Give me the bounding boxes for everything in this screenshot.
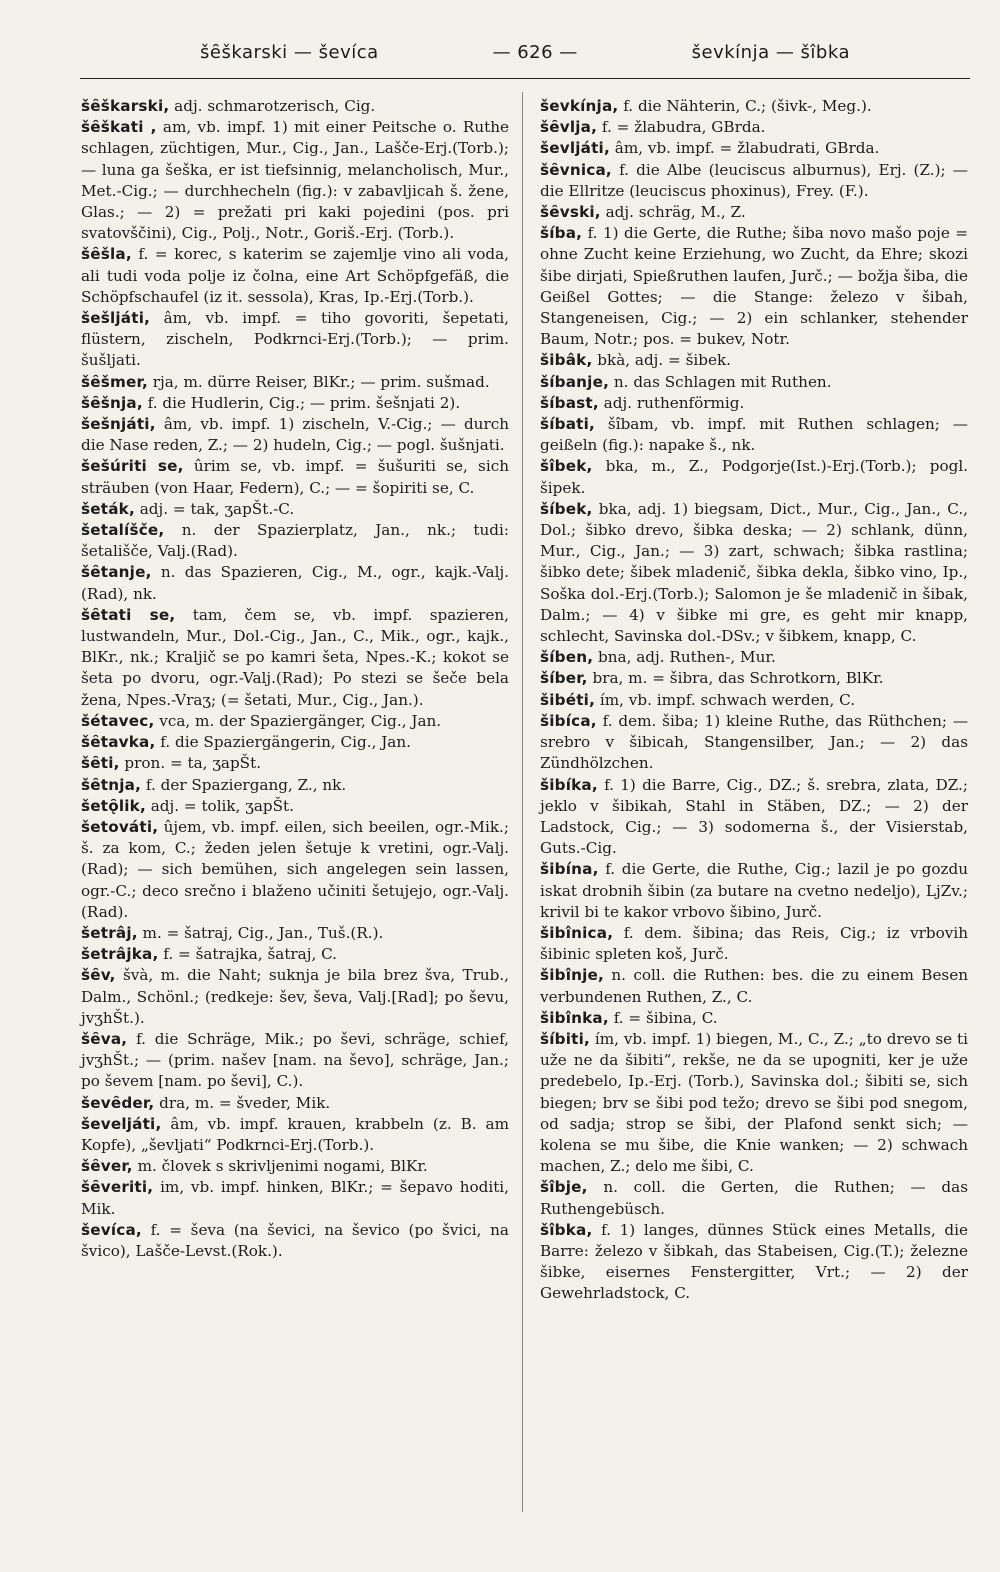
dictionary-entry [81, 775, 509, 796]
entry-definition: f. = žlabudra, GBrda. [601, 118, 766, 137]
dictionary-entry [81, 923, 509, 944]
dictionary-entry [81, 1156, 509, 1177]
entry-definition: f. dem. šibina; das Reis, Cig.; iz vrbovih šibinic spleten koš, Jurč. [540, 923, 969, 964]
entry-headword: šíbati, [540, 415, 596, 434]
entry-headword: šȇv, [81, 966, 116, 985]
dictionary-entry [540, 775, 968, 860]
entry-headword: šȇtanje, [81, 563, 152, 582]
entry-definition: bka, m., Z., Podgorje(Ist.)-Erj.(Torb.); pogl. šipek. [540, 457, 969, 497]
dictionary-entry [81, 817, 509, 923]
entry-headword: šȇšla, [81, 245, 132, 264]
entry-headword: šȇti, [81, 754, 120, 773]
entry-definition: f. die Spaziergängerin, Cig., Jan. [160, 733, 411, 752]
entry-definition: âm, vb. impf. = tiho govoriti, šepetati, flüstern, zischeln, Podkrnci-Erj.(Torb.); — prim. šušljati. [81, 309, 510, 370]
entry-definition: n. coll. die Gerten, die Ruthen; — das Ruthengebüsch. [540, 1178, 969, 1218]
entry-headword: šȇškati , [81, 118, 157, 137]
entry-definition: šîbam, vb. impf. mit Ruthen schlagen; — geißeln (fig.): napake š., nk. [540, 415, 968, 455]
entry-definition: adj. ruthenförmig. [603, 393, 745, 412]
entry-headword: ševeljáti, [81, 1114, 162, 1133]
entry-headword: šíber, [540, 669, 588, 688]
entry-headword: šibînica, [540, 923, 614, 942]
entry-headword: šȇvski, [540, 203, 601, 222]
dictionary-entry [81, 1220, 509, 1262]
dictionary-entry [81, 944, 509, 965]
dictionary-entry [81, 117, 509, 244]
entry-headword: šibéti, [540, 690, 596, 709]
dictionary-entry [81, 393, 509, 414]
entry-definition: f. die Gerte, die Ruthe, Cig.; lazil je po gozdu iskat drobnih šibin (za butare na cvetno nedeljo), LjZv.; krivil bi te kakor vrbovo šibino, Jurč. [540, 860, 968, 921]
dictionary-entry [81, 414, 509, 456]
entry-headword: šîbek, [540, 457, 593, 476]
entry-definition: tam, čem se, vb. impf. spazieren, lustwandeln, Mur., Dol.-Cig., Jan., C., Mik., ogr., kajk., BlKr., nk.; Kraljič se po kamri šeta, Npes.-K.; kokot se šeta po dvoru, ogr.-Valj.(Rad); Po stezi se šeče bela žena, Npes.-Vraʒ; (= šetati, Mur., Cig., Jan.). [81, 605, 510, 709]
entry-definition: ím, vb. impf. 1) biegen, M., C., Z.; „to drevo se ti uže ne da šibiti“, rekše, ne da se upogniti, ker je uže predebelo, Ip.-Erj. (Torb.), Savinska dol.; šibiti se, sich biegen; brv se šibi pod težo; drevo se šibi pod snegom, od sadja; strop se šibi, der Plafond senkt sich; — kolena se mu šibe, die Knie wanken; — 2) schwach machen, Z.; delo me šibi, C. [540, 1029, 969, 1176]
entry-definition: vca, m. der Spaziergänger, Cig., Jan. [159, 711, 442, 730]
dictionary-entry [81, 711, 509, 732]
entry-headword: šetováti, [81, 817, 159, 836]
entry-headword: šȇšmer, [81, 372, 148, 391]
header-right: ševkínja — šîbka [691, 42, 850, 63]
entry-headword: šibína, [540, 860, 599, 879]
entry-headword: šeták, [81, 499, 135, 518]
dictionary-entry [540, 690, 968, 711]
entry-headword: šetǫ̑lik, [81, 796, 146, 815]
dictionary-entry [540, 1008, 968, 1029]
entry-definition: f. = ševa (na ševici, na ševico (po švici, na švico), Lašče-Levst.(Rok.). [81, 1220, 509, 1260]
dictionary-entry [81, 372, 509, 393]
entry-definition: adj. = tolik, ʒapŠt. [150, 796, 294, 815]
entry-definition: adj. schräg, M., Z. [605, 203, 746, 222]
dictionary-entry [81, 796, 509, 817]
entry-headword: šȇtavka, [81, 733, 156, 752]
entry-headword: šȇtati se, [81, 605, 176, 624]
dictionary-entry [540, 202, 968, 223]
entry-definition: n. das Spazieren, Cig., M., ogr., kajk.-Valj.(Rad), nk. [81, 563, 510, 603]
column-divider [522, 92, 523, 1512]
entry-headword: šibíka, [540, 775, 598, 794]
dictionary-entry [540, 223, 968, 350]
entry-headword: šibâk, [540, 351, 593, 370]
dictionary-entry [81, 1177, 509, 1219]
entry-headword: šešúriti se, [81, 457, 184, 476]
entry-definition: m. = šatraj, Cig., Jan., Tuš.(R.). [142, 923, 384, 942]
entry-definition: m. človek s skrivljenimi nogami, BlKr. [137, 1157, 428, 1176]
entry-definition: n. das Schlagen mit Ruthen. [613, 372, 832, 391]
entry-headword: šȇšnja, [81, 393, 143, 412]
dictionary-entry [81, 965, 509, 1029]
dictionary-entry [81, 520, 509, 562]
dictionary-entry [81, 1114, 509, 1156]
entry-definition: adj. = tak, ʒapŠt.-C. [139, 499, 295, 518]
dictionary-entry [540, 350, 968, 371]
entry-definition: švà, m. die Naht; suknja je bila brez šva, Trub., Dalm., Schönl.; (redkeje: šev, ševa, Valj.[Rad]; po ševu, jvʒhŠt.). [81, 966, 509, 1027]
entry-definition: âm, vb. impf. 1) zischeln, V.-Cig.; — durch die Nase reden, Z.; — 2) hudeln, Cig.; — pogl. šušnjati. [81, 415, 509, 455]
dictionary-entry [540, 499, 968, 647]
entry-definition: f. die Schräge, Mik.; po ševi, schräge, schief, jvʒhŠt.; — (prim. našev [nam. na ševo], schräge, Jan.; po ševem [nam. po ševi], C.). [81, 1029, 509, 1091]
dictionary-entry [540, 1177, 968, 1219]
header-left: šȇškarski — ševíca [200, 42, 379, 63]
entry-headword: šibînka, [540, 1008, 609, 1027]
entry-headword: šȇtnja, [81, 775, 142, 794]
dictionary-entry [81, 753, 509, 774]
dictionary-entry [540, 711, 968, 775]
entry-headword: šíba, [540, 224, 583, 243]
entry-definition: adj. schmarotzerisch, Cig. [174, 97, 376, 115]
dictionary-entry [540, 96, 968, 117]
entry-definition: f. 1) die Gerte, die Ruthe; šiba novo mašo poje = ohne Zucht keine Erziehung, wo Zucht, da Ehre; skozi šibe dirjati, Spießruthen laufen, Jurč.; — božja šiba, die Geißel Gottes; — die Stange: železo v šibah, Stangeneisen, Cig.; — 2) ein schlanker, stehender Baum, Notr.; pos. = bukev, Notr. [540, 224, 968, 349]
entry-definition: im, vb. impf. hinken, BlKr.; = šepavo hoditi, Mik. [81, 1178, 509, 1218]
entry-definition: f. der Spaziergang, Z., nk. [145, 775, 347, 794]
entry-definition: f. 1) die Barre, Cig., DZ.; š. srebra, zlata, DZ.; jeklo v šibikah, Stahl in Stäben, DZ.; — 2) der Ladstock, Cig.; — 3) sodomerna š., der Visierstab, Guts.-Cig. [540, 775, 968, 858]
entry-definition: f. die Nähterin, C.; (šivk-, Meg.). [623, 97, 872, 115]
dictionary-entry [81, 605, 509, 711]
dictionary-entry [81, 308, 509, 372]
entry-headword: ševljáti, [540, 139, 610, 158]
entry-definition: bka, adj. 1) biegsam, Dict., Mur., Cig., Jan., C., Dol.; šibko drevo, šibka deska; — 2) schlank, dünn, Mur., Cig., Jan.; — 3) zart, schwach; šibka rastlina; šibko dete; šibek mladenič, šibka dekla, šibko vino, Ip., Soška dol.-Erj.(Torb.); Salomon je še mladenič in šibak, Dalm.; — 4) v šibke mi gre, es geht mir knapp, schlecht, Savinska dol.-DSv.; v šibkem, knapp, C. [540, 499, 968, 646]
right-column [540, 96, 968, 1305]
entry-definition: bna, adj. Ruthen-, Mur. [598, 648, 776, 667]
page-number: — 626 — [492, 42, 578, 63]
entry-headword: šetrâj, [81, 923, 138, 942]
entry-headword: šȇva, [81, 1029, 128, 1048]
entry-headword: šetrâjka, [81, 945, 159, 964]
entry-headword: šešljáti, [81, 309, 151, 328]
entry-headword: šešnjáti, [81, 415, 156, 434]
dictionary-entry [540, 456, 968, 498]
entry-headword: šîbje, [540, 1178, 588, 1197]
entry-headword: šíben, [540, 648, 594, 667]
dictionary-entry [540, 965, 968, 1007]
entry-headword: šibînje, [540, 966, 605, 985]
entry-definition: f. dem. šiba; 1) kleine Ruthe, das Rüthchen; — srebro v šibicah, Stangensilber, Jan.; — 2) das Zündhölzchen. [540, 711, 969, 773]
entry-headword: ševkínja, [540, 97, 619, 115]
dictionary-entry [81, 456, 509, 498]
entry-definition: n. coll. die Ruthen: bes. die zu einem Besen verbundenen Ruthen, Z., C. [540, 966, 968, 1006]
entry-headword: šibíca, [540, 711, 597, 730]
dictionary-entry [81, 499, 509, 520]
entry-headword: šíbanje, [540, 372, 610, 391]
entry-definition: ûjem, vb. impf. eilen, sich beeilen, ogr.-Mik.; š. za kom, C.; žeden jelen šetuje k vretini, ogr.-Valj.(Rad); — sich bemühen, sich angelegen sein lassen, ogr.-C.; deco srečno i blaženo učiniti šetujejo, ogr.-Valj.(Rad). [81, 817, 509, 921]
running-head [200, 42, 850, 63]
dictionary-entry [540, 923, 968, 965]
entry-headword: šîbka, [540, 1220, 593, 1239]
dictionary-entry [540, 138, 968, 159]
entry-definition: âm, vb. impf. krauen, krabbeln (z. B. am Kopfe), „ševljati“ Podkrnci-Erj.(Torb.). [81, 1114, 510, 1154]
dictionary-entry [540, 668, 968, 689]
entry-definition: am, vb. impf. 1) mit einer Peitsche o. Ruthe schlagen, züchtigen, Mur., Cig., Jan., Lašče-Erj.(Torb.); — luna ga šeška, er ist tiefsinnig, melancholisch, Mur., Met.-Cig.; — durchhecheln (fig.): v zabavljicah š. žene, Glas.; — 2) = prežati pri kaki pojedini (pos. pri svatovščini), Cig., Polj., Notr., Goriš.-Erj. (Torb.). [81, 118, 509, 243]
entry-definition: rja, m. dürre Reiser, BlKr.; — prim. sušmad. [152, 372, 490, 391]
entry-definition: ím, vb. impf. schwach werden, C. [599, 690, 856, 709]
entry-definition: ûrim se, vb. impf. = šušuriti se, sich sträuben (von Haar, Federn), C.; — = šopiriti se, C. [81, 457, 509, 497]
entry-headword: šíbast, [540, 393, 599, 412]
entry-definition: f. = šibina, C. [613, 1008, 718, 1027]
left-column [81, 96, 509, 1262]
entry-definition: âm, vb. impf. = žlabudrati, GBrda. [614, 139, 880, 158]
dictionary-entry [81, 96, 509, 117]
dictionary-entry [540, 1029, 968, 1177]
dictionary-entry [540, 372, 968, 393]
dictionary-entry [81, 244, 509, 308]
entry-headword: šíbiti, [540, 1029, 590, 1048]
entry-headword: šetalíšče, [81, 521, 165, 540]
entry-headword: ševíca, [81, 1220, 142, 1239]
entry-definition: bra, m. = šibra, das Schrotkorn, BlKr. [592, 669, 884, 688]
entry-definition: pron. = ta, ʒapŠt. [124, 754, 262, 773]
entry-headword: šȇškarski, [81, 97, 170, 115]
entry-headword: ševȇder, [81, 1093, 155, 1112]
entry-headword: šȇveriti, [81, 1178, 154, 1197]
entry-headword: šȇvnica, [540, 160, 612, 179]
entry-definition: f. die Hudlerin, Cig.; — prim. šešnjati 2). [147, 393, 461, 412]
entry-definition: dra, m. = šveder, Mik. [159, 1093, 331, 1112]
entry-definition: f. = korec, s katerim se zajemlje vino ali voda, ali tudi voda polje iz čolna, eine Art Schöpfgefäß, die Schöpfschaufel (iz it. sessola), Kras, Ip.-Erj.(Torb.). [81, 245, 510, 306]
dictionary-entry [540, 647, 968, 668]
dictionary-entry [540, 393, 968, 414]
header-rule [80, 78, 970, 79]
entry-headword: šȇvlja, [540, 118, 598, 137]
dictionary-entry [81, 732, 509, 753]
entry-definition: f. = šatrajka, šatraj, C. [163, 945, 338, 964]
dictionary-entry [540, 1220, 968, 1305]
dictionary-entry [81, 562, 509, 604]
dictionary-entry [540, 414, 968, 456]
entry-headword: šȇver, [81, 1157, 133, 1176]
entry-headword: šétavec, [81, 711, 155, 730]
entry-definition: n. der Spazierplatz, Jan., nk.; tudi: šetališče, Valj.(Rad). [81, 521, 509, 561]
entry-definition: bkà, adj. = šibek. [597, 351, 731, 370]
dictionary-entry [540, 160, 968, 202]
dictionary-entry [540, 117, 968, 138]
dictionary-entry [81, 1029, 509, 1093]
entry-definition: f. 1) langes, dünnes Stück eines Metalls, die Barre: železo v šibkah, das Stabeisen, Cig.(T.); železne šibke, eisernes Fenstergitter, Vrt.; — 2) der Gewehrladstock, C. [540, 1220, 969, 1303]
dictionary-entry [540, 859, 968, 923]
entry-definition: f. die Albe (leuciscus alburnus), Erj. (Z.); — die Ellritze (leuciscus phoxinus), Frey. (F.). [540, 160, 968, 200]
entry-headword: šíbek, [540, 499, 593, 518]
dictionary-entry [81, 1093, 509, 1114]
